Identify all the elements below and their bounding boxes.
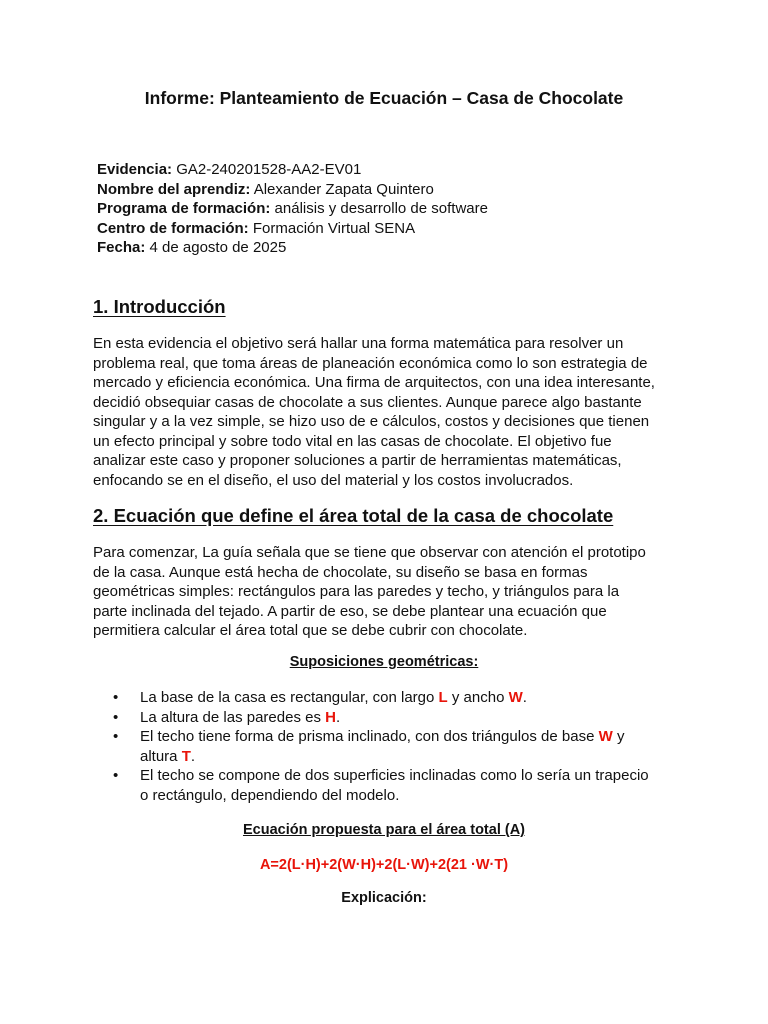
section-heading-introduccion: 1. Introducción	[93, 296, 226, 317]
bullet-icon: •	[113, 728, 119, 745]
area-formula: A=2(L·H)+2(W·H)+2(L·W)+2(21 ·W·T)	[259, 857, 509, 873]
subheading-ecuacion-propuesta: Ecuación propuesta para el área total (A)	[242, 822, 526, 838]
intro-paragraph	[93, 334, 693, 490]
paragraph-line: decidió obsequiar casas de chocolate a sus clientes. Aunque parece algo bastante	[93, 393, 642, 411]
meta-centro	[97, 219, 488, 239]
list-item: • La base de la casa es rectangular, con largo L y ancho W.	[113, 689, 527, 706]
paragraph-line: permitiera calcular el área total que se debe cubrir con chocolate.	[93, 622, 528, 639]
meta-value: GA2-240201528-AA2-EV01	[172, 161, 362, 178]
paragraph-line: En esta evidencia el objetivo será hallar una forma matemática para resolver un	[93, 335, 624, 352]
meta-value: Formación Virtual SENA	[248, 219, 416, 237]
bullet-icon: •	[113, 767, 119, 784]
metadata-block	[97, 160, 488, 258]
variable-w: W	[598, 728, 613, 745]
meta-label: Fecha:	[97, 239, 146, 256]
assumptions-list	[113, 688, 693, 805]
paragraph-line: de la casa. Aunque está hecha de chocolate, su diseño se basa en formas	[93, 563, 588, 581]
list-item: • El techo se compone de dos superficies inclinadas como lo sería un trapecio o rectángulo, dependiendo del modelo.	[113, 767, 649, 804]
variable-h: H	[325, 708, 336, 726]
bullet-icon: •	[113, 689, 119, 706]
meta-fecha	[97, 238, 488, 258]
paragraph-line: geométricas simples: rectángulos para las paredes y techo, y triángulos para la	[93, 583, 620, 600]
paragraph-line: parte inclinada del tejado. A partir de eso, se debe plantear una ecuación que	[93, 602, 607, 620]
meta-value: 4 de agosto de 2025	[145, 239, 287, 256]
meta-programa	[97, 199, 488, 219]
section2-paragraph	[93, 543, 693, 641]
meta-aprendiz	[97, 180, 488, 200]
list-item: • La altura de las paredes es H.	[113, 708, 341, 726]
paragraph-line: enfocando se en el diseño, el uso del material y los costos involucrados.	[93, 471, 574, 489]
meta-evidencia	[97, 160, 488, 180]
list-item: • El techo tiene forma de prisma inclinado, con dos triángulos de base W y altura T.	[113, 728, 625, 765]
variable-l: L	[438, 689, 448, 706]
meta-label: Nombre del aprendiz:	[97, 180, 251, 198]
meta-value: Alexander Zapata Quintero	[250, 180, 434, 198]
subheading-suposiciones: Suposiciones geométricas:	[289, 654, 479, 670]
paragraph-line: mercado y eficiencia económica. Una firma de arquitectos, con una idea interesante,	[93, 374, 655, 391]
bullet-icon: •	[113, 708, 119, 726]
variable-w: W	[508, 689, 523, 706]
paragraph-line: singular y a la vez simple, se hizo uso de e cálculos, costos y decisiones que tienen	[93, 413, 650, 430]
meta-label: Evidencia:	[97, 161, 173, 178]
meta-label: Centro de formación:	[97, 219, 249, 237]
meta-label: Programa de formación:	[97, 200, 271, 217]
document-title: Informe: Planteamiento de Ecuación – Casa de Chocolate	[144, 88, 624, 108]
variable-t: T	[181, 747, 191, 765]
paragraph-line: analizar este caso y proponer soluciones a partir de herramientas matemáticas,	[93, 452, 622, 469]
paragraph-line: Para comenzar, La guía señala que se tiene que observar con atención el prototipo	[93, 544, 646, 561]
paragraph-line: problema real, que toma áreas de planeación económica como lo son estrategia de	[93, 354, 648, 372]
explanation-heading: Explicación:	[341, 890, 427, 906]
meta-value: análisis y desarrollo de software	[270, 200, 488, 217]
section-heading-ecuacion: 2. Ecuación que define el área total de la casa de chocolate	[93, 505, 614, 526]
paragraph-line: un efecto principal y sobre todo vital en las casas de chocolate. El objetivo fue	[93, 432, 612, 450]
